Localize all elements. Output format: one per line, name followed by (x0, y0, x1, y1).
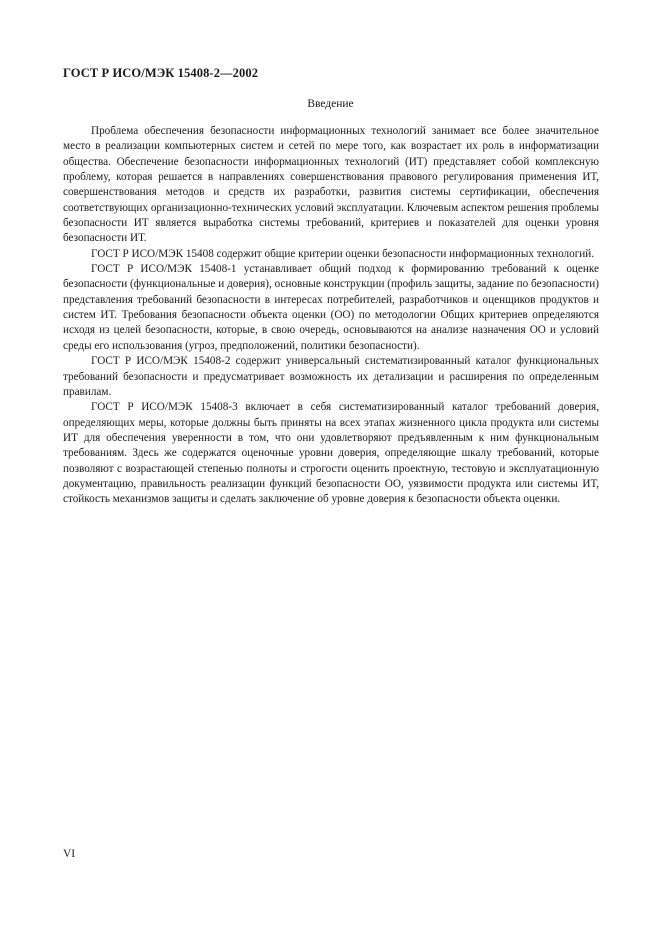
page-number: VI (63, 848, 76, 860)
paragraph: ГОСТ Р ИСО/МЭК 15408-1 устанавливает общий подход к формированию требований к оценке безопасности (функциональные и доверия), основные конструкции (профиль защиты, задание по безопасности) представления требований безопасности в интересах потребителей, разработчиков и оценщиков продуктов и систем ИТ. Требования безопасности объекта оценки (ОО) по методологии Общих критериев определяются исходя из целей безопасности, которые, в свою очередь, основываются на анализе назначения ОО и условий среды его использования (угроз, предположений, политики безопасности). (63, 263, 599, 352)
paragraph: ГОСТ Р ИСО/МЭК 15408-3 включает в себя систематизированный каталог требований доверия, определяющих меры, которые должны быть приняты на всех этапах жизненного цикла продукта или системы ИТ для обеспечения уверенности в том, что они удовлетворяют предъявленным к ним функциональным требованиям. Здесь же содержатся оценочные уровни доверия, определяющие шкалу требований, которые позволяют с возрастающей степенью полноты и строгости оценить проектную, тестовую и эксплуатационную документацию, правильность реализации функций безопасности ОО, уязвимости продукта или системы ИТ, стойкость механизмов защиты и сделать заключение об уровне доверия к безопасности объекта оценки. (63, 401, 599, 506)
section-title: Введение (307, 98, 354, 110)
paragraph: ГОСТ Р ИСО/МЭК 15408 содержит общие критерии оценки безопасности информационных технологий. (91, 247, 595, 260)
document-header: ГОСТ Р ИСО/МЭК 15408-2—2002 (63, 66, 259, 80)
paragraph: Проблема обеспечения безопасности информационных технологий занимает все более значительное место в реализации компьютерных систем и сетей по мере того, как возрастает их роль в информатизации общества. Обеспечение безопасности информационных технологий (ИТ) представляет собой комплексную проблему, которая решается в направлениях совершенствования правового регулирования применения ИТ, совершенствования методов и средств их разработки, развития системы сертификации, обеспечения соответствующих организационно-технических условий эксплуатации. Ключевым аспектом решения проблемы безопасности ИТ является выработка системы требований, критериев и показателей для оценки уровня безопасности ИТ. (63, 125, 599, 245)
paragraph: ГОСТ Р ИСО/МЭК 15408-2 содержит универсальный систематизированный каталог функциональных требований безопасности и предусматривает возможность их детализации и расширения по определенным правилам. (63, 355, 599, 398)
body-text (63, 124, 599, 508)
